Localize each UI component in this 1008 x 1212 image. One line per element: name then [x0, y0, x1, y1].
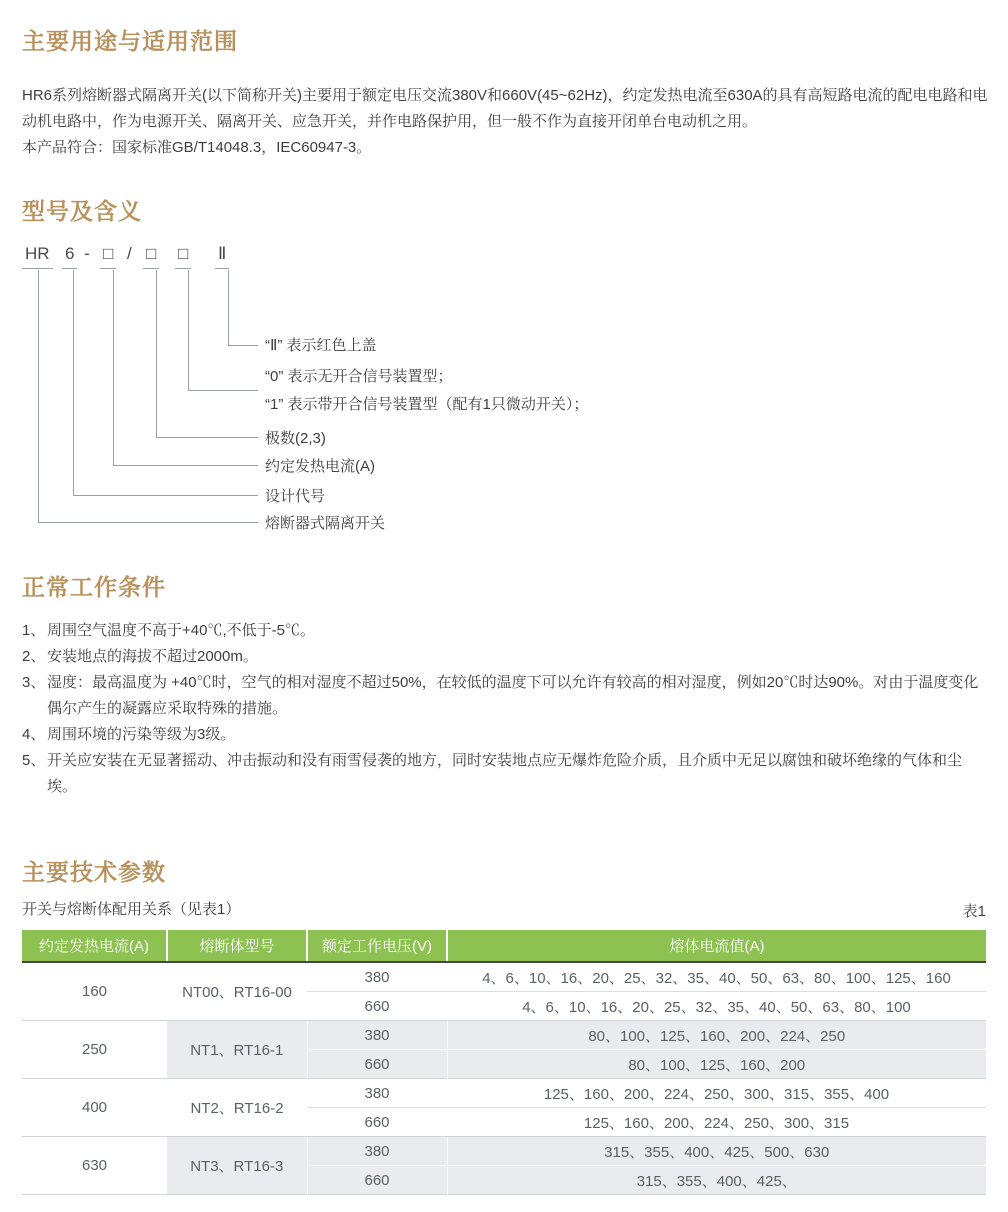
model-label-switch-type: 熔断器式隔离开关 [265, 515, 386, 532]
cell-voltage: 660 [307, 1166, 447, 1195]
cell-values: 80、100、125、160、200 [447, 1050, 986, 1079]
cell-fuse: NT1、RT16-1 [167, 1021, 307, 1079]
condition-text: 周围环境的污染等级为3级。 [47, 726, 236, 743]
condition-number: 1、 [22, 622, 46, 639]
model-label-red-cover: “Ⅱ” 表示红色上盖 [265, 337, 377, 354]
connector-marker-II [228, 345, 258, 346]
model-part-design: 6 [62, 244, 77, 269]
leader-line-design [73, 270, 74, 495]
condition-item-4 [22, 722, 988, 748]
model-label-signal-1: “1” 表示带开合信号装置型（配有1只微动开关）； [265, 396, 589, 413]
header-fuse-current: 熔体电流值(A) [447, 930, 986, 962]
cell-current: 160 [81, 983, 108, 1000]
section-title-usage: 主要用途与适用范围 [22, 28, 238, 54]
model-part-dash: - [84, 244, 90, 263]
cell-values: 4、6、10、16、20、25、32、35、40、50、63、80、100 [447, 992, 986, 1021]
section-title-model: 型号及含义 [22, 198, 142, 224]
cell-voltage: 380 [307, 1137, 447, 1166]
cell-current: 250 [22, 1021, 167, 1079]
table-header-row [22, 930, 986, 962]
section-title-specs: 主要技术参数 [22, 859, 166, 885]
connector-series [38, 522, 258, 523]
condition-item-5 [22, 748, 988, 800]
header-fuse-model: 熔断体型号 [167, 930, 307, 962]
condition-item-2 [22, 644, 988, 670]
usage-text-block [22, 83, 988, 161]
connector-box1 [113, 465, 258, 466]
model-label-design-code: 设计代号 [265, 488, 326, 505]
leader-line-box3 [188, 270, 189, 390]
section-title-conditions: 正常工作条件 [22, 574, 166, 600]
model-part-marker-II: Ⅱ [215, 244, 229, 269]
model-part-box1: □ [100, 244, 116, 269]
cell-voltage: 380 [307, 1021, 447, 1050]
condition-number: 3、 [22, 674, 46, 691]
table-tag: 表1 [962, 903, 986, 920]
condition-item-3 [22, 670, 988, 722]
model-part-box3: □ [175, 244, 191, 269]
cell-voltage: 380 [307, 1079, 447, 1108]
cell-fuse: NT2、RT16-2 [167, 1079, 307, 1137]
header-rated-voltage: 额定工作电压(V) [307, 930, 447, 962]
fuse-pairing-table [22, 930, 986, 1195]
cell-values: 4、6、10、16、20、25、32、35、40、50、63、80、100、125、160 [482, 969, 951, 987]
cell-current: 630 [22, 1137, 167, 1195]
condition-item-1 [22, 618, 988, 644]
condition-text: 安装地点的海拔不超过2000m。 [47, 648, 258, 665]
model-designation-diagram [0, 240, 1008, 552]
cell-voltage: 380 [364, 968, 390, 986]
conditions-list [22, 618, 988, 800]
model-label-signal-0: “0” 表示无开合信号装置型； [265, 368, 453, 385]
header-thermal-current: 约定发热电流(A) [22, 930, 167, 962]
model-part-slash: / [127, 244, 132, 263]
condition-number: 2、 [22, 648, 46, 665]
model-label-poles: 极数(2,3) [265, 430, 326, 447]
connector-box2 [156, 437, 258, 438]
cell-values: 315、355、400、425、500、630 [447, 1137, 986, 1166]
cell-values: 125、160、200、224、250、300、315 [447, 1108, 986, 1137]
cell-values: 125、160、200、224、250、300、315、355、400 [447, 1079, 986, 1108]
condition-text: 周围空气温度不高于+40℃,不低于-5℃。 [47, 622, 315, 639]
specs-subtitle: 开关与熔断体配用关系（见表1） [22, 901, 241, 918]
cell-voltage: 660 [307, 1050, 447, 1079]
model-part-box2: □ [143, 244, 159, 269]
usage-paragraph: HR6系列熔断器式隔离开关(以下简称开关)主要用于额定电压交流380V和660V(45~62Hz)，约定发热电流至630A的具有高短路电流的配电电路和电动机电路中，作为电源开关、隔离开关、应急开关，并作电路保护用，但一般不作为直接开闭单台电动机之用。 [22, 87, 988, 130]
specs-subtitle-row [22, 898, 986, 919]
table-row [22, 1021, 986, 1050]
table-row [22, 962, 986, 992]
cell-fuse: NT00、RT16-00 [182, 984, 292, 1001]
cell-values: 80、100、125、160、200、224、250 [447, 1021, 986, 1050]
leader-line-series [38, 270, 39, 522]
table-row [22, 1079, 986, 1108]
cell-fuse: NT3、RT16-3 [167, 1137, 307, 1195]
leader-line-marker-II [228, 270, 229, 345]
cell-voltage: 660 [307, 1108, 447, 1137]
model-part-series: HR [22, 244, 53, 269]
cell-current: 400 [22, 1079, 167, 1137]
leader-line-box2 [156, 270, 157, 437]
connector-box3 [188, 390, 258, 391]
condition-text: 开关应安装在无显著摇动、冲击振动和没有雨雪侵袭的地方，同时安装地点应无爆炸危险介质，且介质中无足以腐蚀和破坏绝缘的气体和尘埃。 [47, 752, 963, 795]
cell-values: 315、355、400、425、 [447, 1166, 986, 1195]
leader-line-box1 [113, 270, 114, 465]
usage-compliance: 本产品符合：国家标准GB/T14048.3，IEC60947-3。 [22, 139, 372, 156]
condition-text: 湿度：最高温度为 +40℃时，空气的相对湿度不超过50%，在较低的温度下可以允许有较高的相对湿度，例如20℃时达90%。对由于温度变化偶尔产生的凝露应采取特殊的措施。 [47, 674, 979, 717]
model-label-current: 约定发热电流(A) [265, 458, 375, 475]
cell-voltage: 660 [307, 992, 447, 1021]
condition-number: 4、 [22, 726, 46, 743]
table-row [22, 1137, 986, 1166]
connector-design [73, 495, 258, 496]
condition-number: 5、 [22, 752, 46, 769]
